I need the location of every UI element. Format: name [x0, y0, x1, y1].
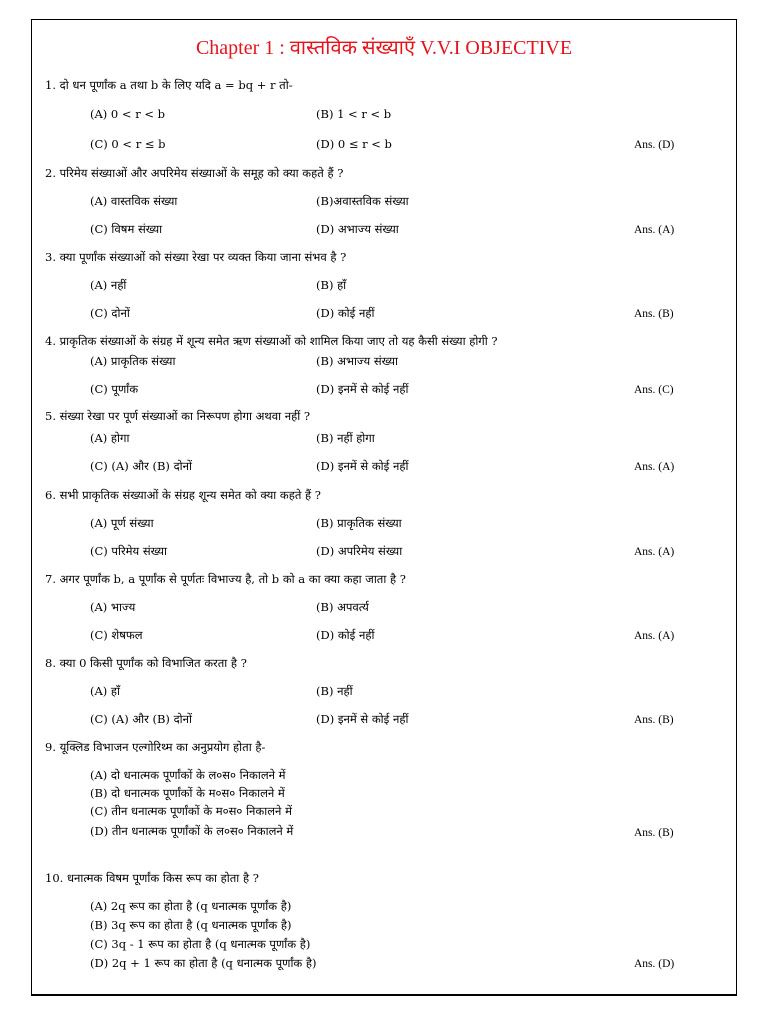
q9-option-a: (A) दो धनात्मक पूर्णांकों के ल०स० निकालने में: [90, 768, 286, 782]
q1-option-b: (B) 1 < r < b: [316, 107, 392, 121]
q4-option-c: (C) पूर्णांक: [90, 382, 139, 396]
question-1: 1. दो धन पूर्णांक a तथा b के लिए यदि a = bq + r तो-: [45, 78, 293, 92]
q4-option-b: (B) अभाज्य संख्या: [316, 354, 398, 368]
q3-option-b: (B) हाँ: [316, 278, 347, 292]
q7-option-c: (C) शेषफल: [90, 628, 143, 642]
q8-option-d: (D) इनमें से कोई नहीं: [316, 712, 409, 726]
q2-option-c: (C) विषम संख्या: [90, 222, 163, 236]
q7-option-b: (B) अपवर्त्य: [316, 600, 369, 614]
q3-answer: Ans. (B): [634, 308, 674, 320]
question-10: 10. धनात्मक विषम पूर्णांक किस रूप का होता है ?: [45, 871, 259, 885]
question-3: 3. क्या पूर्णांक संख्याओं को संख्या रेखा पर व्यक्त किया जाना संभव है ?: [45, 250, 347, 264]
question-6: 6. सभी प्राकृतिक संख्याओं के संग्रह शून्य समेत को क्या कहते हैं ?: [45, 488, 321, 502]
q8-option-c: (C) (A) और (B) दोनों: [90, 712, 193, 726]
q1-option-a: (A) 0 < r < b: [90, 107, 166, 121]
q5-option-b: (B) नहीं होगा: [316, 431, 375, 445]
q2-answer: Ans. (A): [634, 224, 675, 236]
q4-option-d: (D) इनमें से कोई नहीं: [316, 382, 409, 396]
q1-answer: Ans. (D): [634, 139, 675, 151]
q3-option-c: (C) दोनों: [90, 306, 130, 320]
question-8: 8. क्या 0 किसी पूर्णांक को विभाजित करता है ?: [45, 656, 247, 670]
question-5: 5. संख्या रेखा पर पूर्ण संख्याओं का निरूपण होगा अथवा नहीं ?: [45, 409, 311, 423]
q9-option-b: (B) दो धनात्मक पूर्णांकों के म०स० निकालने में: [90, 786, 285, 800]
q10-option-b: (B) 3q रूप का होता है (q धनात्मक पूर्णांक है): [90, 918, 292, 932]
q9-option-c: (C) तीन धनात्मक पूर्णांकों के म०स० निकालने में: [90, 804, 292, 818]
q8-answer: Ans. (B): [634, 714, 674, 726]
q2-option-d: (D) अभाज्य संख्या: [316, 222, 399, 236]
q5-answer: Ans. (A): [634, 461, 675, 473]
q4-answer: Ans. (C): [634, 384, 674, 396]
q8-option-b: (B) नहीं: [316, 684, 353, 698]
q10-option-c: (C) 3q - 1 रूप का होता है (q धनात्मक पूर्णांक है): [90, 937, 311, 951]
q10-option-a: (A) 2q रूप का होता है (q धनात्मक पूर्णांक है): [90, 899, 292, 913]
q7-answer: Ans. (A): [634, 630, 675, 642]
question-9: 9. यूक्लिड विभाजन एल्गोरिथ्म का अनुप्रयोग होता है-: [45, 740, 266, 754]
q7-option-a: (A) भाज्य: [90, 600, 136, 614]
q5-option-a: (A) होगा: [90, 431, 130, 445]
q4-option-a: (A) प्राकृतिक संख्या: [90, 354, 176, 368]
page-title: Chapter 1 : वास्तविक संख्याएँ V.V.I OBJECTIVE: [195, 37, 573, 59]
q7-option-d: (D) कोई नहीं: [316, 628, 375, 642]
q10-option-d: (D) 2q + 1 रूप का होता है (q धनात्मक पूर्णांक है): [90, 956, 317, 970]
q3-option-d: (D) कोई नहीं: [316, 306, 375, 320]
q6-answer: Ans. (A): [634, 546, 675, 558]
q6-option-b: (B) प्राकृतिक संख्या: [316, 516, 402, 530]
q3-option-a: (A) नहीं: [90, 278, 127, 292]
question-4: 4. प्राकृतिक संख्याओं के संग्रह में शून्य समेत ऋण संख्याओं को शामिल किया जाए तो यह कैसी संख्या होगी ?: [45, 334, 498, 348]
question-7: 7. अगर पूर्णांक b, a पूर्णांक से पूर्णतः विभाज्य है, तो b को a का क्या कहा जाता है ?: [45, 572, 406, 586]
q5-option-c: (C) (A) और (B) दोनों: [90, 459, 193, 473]
q8-option-a: (A) हाँ: [90, 684, 121, 698]
q1-option-c: (C) 0 < r ≤ b: [90, 137, 166, 151]
q1-option-d: (D) 0 ≤ r < b: [316, 137, 392, 151]
q2-option-b: (B)अवास्तविक संख्या: [316, 194, 409, 208]
q6-option-c: (C) परिमेय संख्या: [90, 544, 167, 558]
question-2: 2. परिमेय संख्याओं और अपरिमेय संख्याओं के समूह को क्या कहते हैं ?: [45, 166, 344, 180]
q6-option-a: (A) पूर्ण संख्या: [90, 516, 154, 530]
q2-option-a: (A) वास्तविक संख्या: [90, 194, 178, 208]
q6-option-d: (D) अपरिमेय संख्या: [316, 544, 403, 558]
q5-option-d: (D) इनमें से कोई नहीं: [316, 459, 409, 473]
q10-answer: Ans. (D): [634, 958, 675, 970]
q9-answer: Ans. (B): [634, 827, 674, 839]
q9-option-d: (D) तीन धनात्मक पूर्णांकों के ल०स० निकालने में: [90, 824, 294, 838]
